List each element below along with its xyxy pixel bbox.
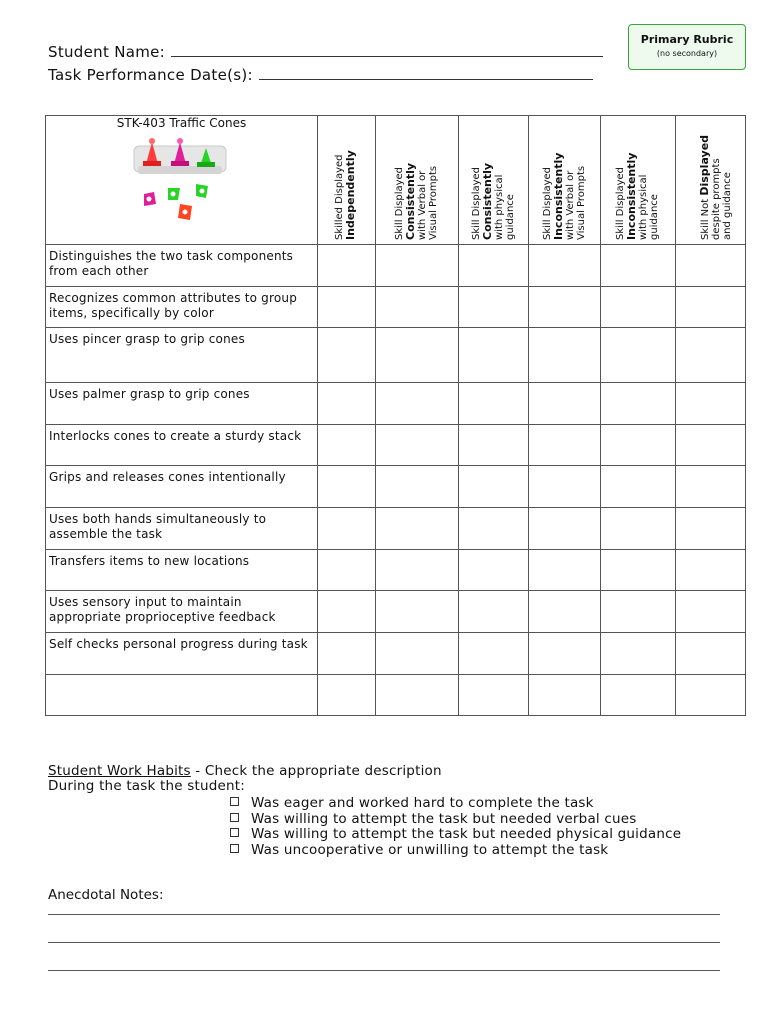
table-row: [46, 550, 746, 591]
rating-cell[interactable]: [529, 328, 601, 383]
rating-cell[interactable]: [676, 508, 746, 550]
student-name-label: Student Name:: [48, 43, 166, 61]
rating-cell[interactable]: [529, 633, 601, 675]
rating-cell[interactable]: [376, 328, 459, 383]
rating-cell[interactable]: [459, 633, 529, 675]
rating-cell[interactable]: [459, 383, 529, 425]
rating-cell[interactable]: [529, 508, 601, 550]
rating-cell[interactable]: [529, 675, 601, 716]
skill-label: Grips and releases cones intentionally: [46, 466, 318, 508]
task-title-cell: [46, 116, 318, 245]
column-header-4-text: Skill Displayed Inconsistently with Verbal or Visual Prompts: [541, 152, 587, 240]
skill-label: Uses sensory input to maintain appropriate proprioceptive feedback: [46, 591, 318, 633]
table-row: [46, 675, 746, 716]
rating-cell[interactable]: [318, 287, 376, 328]
rating-cell[interactable]: [529, 591, 601, 633]
table-row: [46, 466, 746, 508]
rating-cell[interactable]: [676, 675, 746, 716]
column-header-1: [318, 116, 376, 245]
rating-cell[interactable]: [601, 425, 676, 466]
skill-label: Self checks personal progress during task: [46, 633, 318, 675]
rubric-title: Primary Rubric: [640, 33, 734, 46]
rating-cell[interactable]: [676, 383, 746, 425]
column-header-2: [376, 116, 459, 245]
rating-cell[interactable]: [318, 591, 376, 633]
rating-cell[interactable]: [676, 425, 746, 466]
work-habits-section: [48, 764, 442, 794]
rating-cell[interactable]: [459, 245, 529, 287]
anecdotal-notes-label: Anecdotal Notes:: [48, 887, 164, 903]
rating-cell[interactable]: [376, 287, 459, 328]
rating-cell[interactable]: [459, 591, 529, 633]
table-row: [46, 328, 746, 383]
rating-cell[interactable]: [459, 675, 529, 716]
work-habits-title: Student Work Habits: [48, 763, 191, 779]
student-name-line[interactable]: [48, 42, 603, 61]
rating-cell[interactable]: [376, 425, 459, 466]
rating-cell[interactable]: [318, 550, 376, 591]
skill-label: Interlocks cones to create a sturdy stack: [46, 425, 318, 466]
student-name-field[interactable]: [171, 42, 603, 57]
habit-option-2[interactable]: Was willing to attempt the task but needed verbal cues: [230, 812, 681, 828]
skill-label: [46, 675, 318, 716]
checkbox-icon[interactable]: [230, 813, 239, 822]
rating-cell[interactable]: [459, 287, 529, 328]
column-header-2-text: Skill Displayed Consistently with Verbal or Visual Prompts: [394, 162, 439, 240]
rating-cell[interactable]: [676, 328, 746, 383]
skill-label: Transfers items to new locations: [46, 550, 318, 591]
rating-cell[interactable]: [676, 466, 746, 508]
rating-cell[interactable]: [601, 287, 676, 328]
checkbox-icon[interactable]: [230, 844, 239, 853]
work-habits-lead: During the task the student:: [48, 778, 246, 794]
table-row: [46, 508, 746, 550]
checkbox-icon[interactable]: [230, 828, 239, 837]
rating-cell[interactable]: [676, 550, 746, 591]
traffic-cones-image: [130, 132, 230, 227]
dates-field[interactable]: [259, 65, 593, 80]
rating-cell[interactable]: [376, 675, 459, 716]
rating-cell[interactable]: [459, 328, 529, 383]
rating-cell[interactable]: [376, 591, 459, 633]
rating-cell[interactable]: [601, 550, 676, 591]
rating-cell[interactable]: [601, 328, 676, 383]
rating-cell[interactable]: [676, 633, 746, 675]
rating-cell[interactable]: [459, 425, 529, 466]
rating-cell[interactable]: [601, 591, 676, 633]
rating-cell[interactable]: [459, 508, 529, 550]
rating-cell[interactable]: [676, 245, 746, 287]
rating-cell[interactable]: [676, 287, 746, 328]
rating-cell[interactable]: [376, 550, 459, 591]
column-header-5-text: Skill Displayed Inconsistently with physical guidance: [615, 152, 660, 240]
rating-cell[interactable]: [529, 425, 601, 466]
rating-cell[interactable]: [318, 466, 376, 508]
table-row: [46, 591, 746, 633]
habit-option-3[interactable]: Was willing to attempt the task but needed physical guidance: [230, 827, 681, 843]
rating-cell[interactable]: [459, 466, 529, 508]
dates-line[interactable]: [48, 65, 593, 84]
rating-cell[interactable]: [676, 591, 746, 633]
rating-cell[interactable]: [529, 287, 601, 328]
rating-cell[interactable]: [601, 383, 676, 425]
rating-cell[interactable]: [601, 633, 676, 675]
table-row: [46, 287, 746, 328]
table-row: [46, 425, 746, 466]
rating-cell[interactable]: [376, 633, 459, 675]
rating-cell[interactable]: [318, 633, 376, 675]
skill-label: Uses pincer grasp to grip cones: [46, 328, 318, 383]
task-title: STK-403 Traffic Cones: [116, 116, 247, 130]
rating-cell[interactable]: [529, 245, 601, 287]
rating-cell[interactable]: [376, 383, 459, 425]
primary-rubric-box: [628, 24, 746, 70]
column-header-4: [529, 116, 601, 245]
skill-label: Recognizes common attributes to group items, specifically by color: [46, 287, 318, 328]
rating-cell[interactable]: [376, 466, 459, 508]
column-header-5: [601, 116, 676, 245]
table-header-row: [46, 116, 746, 245]
table-row: [46, 245, 746, 287]
table-row: [46, 383, 746, 425]
column-header-3-text: Skill Displayed Consistently with physical guidance: [470, 162, 516, 240]
rating-cell[interactable]: [601, 508, 676, 550]
notes-line-2[interactable]: [48, 942, 720, 943]
rubric-subtitle: (no secondary): [656, 49, 718, 58]
rating-cell[interactable]: [529, 550, 601, 591]
work-habits-instruction: - Check the appropriate description: [190, 763, 442, 779]
column-header-6: [676, 116, 746, 245]
rating-cell[interactable]: [318, 508, 376, 550]
rating-cell[interactable]: [601, 245, 676, 287]
column-header-1-text: Skilled Displayed Independently: [333, 150, 357, 240]
checkbox-icon[interactable]: [230, 797, 239, 806]
rating-cell[interactable]: [318, 328, 376, 383]
notes-line-1[interactable]: [48, 914, 720, 915]
column-header-3: [459, 116, 529, 245]
table-row: [46, 633, 746, 675]
rating-cell[interactable]: [601, 675, 676, 716]
work-habits-options: [230, 796, 681, 858]
rating-cell[interactable]: [459, 550, 529, 591]
habit-option-1[interactable]: Was eager and worked hard to complete the task: [230, 796, 681, 812]
rating-cell[interactable]: [318, 383, 376, 425]
column-header-6-text: Skill Not Displayed despite prompts and guidance: [697, 134, 733, 240]
rating-cell[interactable]: [318, 425, 376, 466]
notes-line-3[interactable]: [48, 970, 720, 971]
skill-label: Uses palmer grasp to grip cones: [46, 383, 318, 425]
rating-cell[interactable]: [529, 383, 601, 425]
rubric-table: [45, 115, 746, 716]
rating-cell[interactable]: [318, 245, 376, 287]
rating-cell[interactable]: [529, 466, 601, 508]
habit-option-4[interactable]: Was uncooperative or unwilling to attempt the task: [230, 843, 681, 859]
rating-cell[interactable]: [318, 675, 376, 716]
dates-label: Task Performance Date(s):: [48, 66, 253, 84]
rating-cell[interactable]: [376, 245, 459, 287]
skill-label: Distinguishes the two task components from each other: [46, 245, 318, 287]
rating-cell[interactable]: [601, 466, 676, 508]
skill-label: Uses both hands simultaneously to assemble the task: [46, 508, 318, 550]
rating-cell[interactable]: [376, 508, 459, 550]
